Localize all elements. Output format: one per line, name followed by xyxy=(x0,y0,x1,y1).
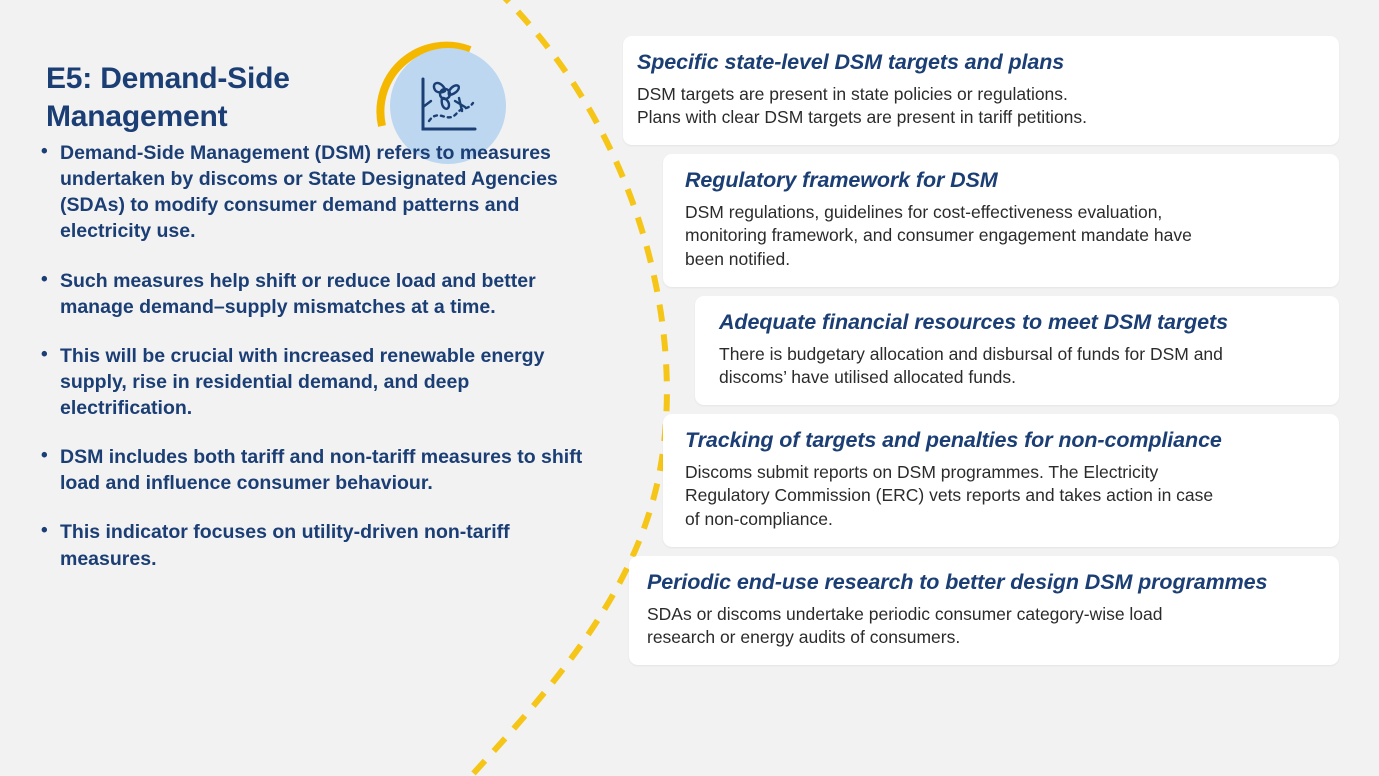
card-body xyxy=(685,201,1317,271)
criteria-card xyxy=(695,296,1339,405)
list-item: • DSM includes both tariff and non-tariff measures to shift load and influence consumer behaviour. xyxy=(38,444,583,496)
card-title: Regulatory framework for DSM xyxy=(685,168,998,193)
card-body xyxy=(719,343,1317,390)
card-body-line: monitoring framework, and consumer engagement mandate have xyxy=(685,225,1192,246)
card-body xyxy=(637,83,1317,130)
card-body-line: DSM regulations, guidelines for cost-effectiveness evaluation, xyxy=(685,202,1163,223)
card-title: Tracking of targets and penalties for non-compliance xyxy=(685,428,1222,453)
card-body-line: Regulatory Commission (ERC) vets reports and takes action in case xyxy=(685,485,1214,506)
card-body xyxy=(647,603,1317,650)
list-item: • This will be crucial with increased renewable energy supply, rise in residential demand, and deep electrification. xyxy=(38,343,583,421)
criteria-card xyxy=(623,36,1339,145)
card-body-line: DSM targets are present in state policies or regulations. xyxy=(637,83,1068,104)
criteria-card xyxy=(629,556,1339,665)
list-item: • This indicator focuses on utility-driven non-tariff measures. xyxy=(38,519,583,571)
card-title: Specific state-level DSM targets and plans xyxy=(637,50,1065,74)
card-body-line: research or energy audits of consumers. xyxy=(647,626,961,647)
list-item: • Such measures help shift or reduce load and better manage demand–supply mismatches at a time. xyxy=(38,268,583,320)
page-title: E5: Demand-Side Management xyxy=(46,62,290,134)
card-body-line: Discoms submit reports on DSM programmes. The Electricity xyxy=(685,462,1159,483)
criteria-card-list xyxy=(623,36,1339,674)
card-title: Periodic end-use research to better design DSM programmes xyxy=(647,569,1268,594)
card-body-line: discoms’ have utilised allocated funds. xyxy=(719,366,1017,387)
card-body-line: of non-compliance. xyxy=(685,508,833,529)
card-body xyxy=(685,461,1317,531)
list-item: • Demand-Side Management (DSM) refers to measures undertaken by discoms or State Designated Agencies (SDAs) to modify consumer demand patterns and electricity use. xyxy=(38,140,583,245)
card-body-line: SDAs or discoms undertake periodic consumer category-wise load xyxy=(647,603,1163,624)
criteria-card xyxy=(663,154,1339,287)
card-body-line: Plans with clear DSM targets are present in tariff petitions. xyxy=(637,107,1088,128)
card-title: Adequate financial resources to meet DSM targets xyxy=(719,309,1228,334)
criteria-card xyxy=(663,414,1339,547)
card-body-line: been notified. xyxy=(685,248,791,269)
bullet-list xyxy=(38,140,583,595)
card-body-line: There is budgetary allocation and disbursal of funds for DSM and xyxy=(719,343,1223,364)
